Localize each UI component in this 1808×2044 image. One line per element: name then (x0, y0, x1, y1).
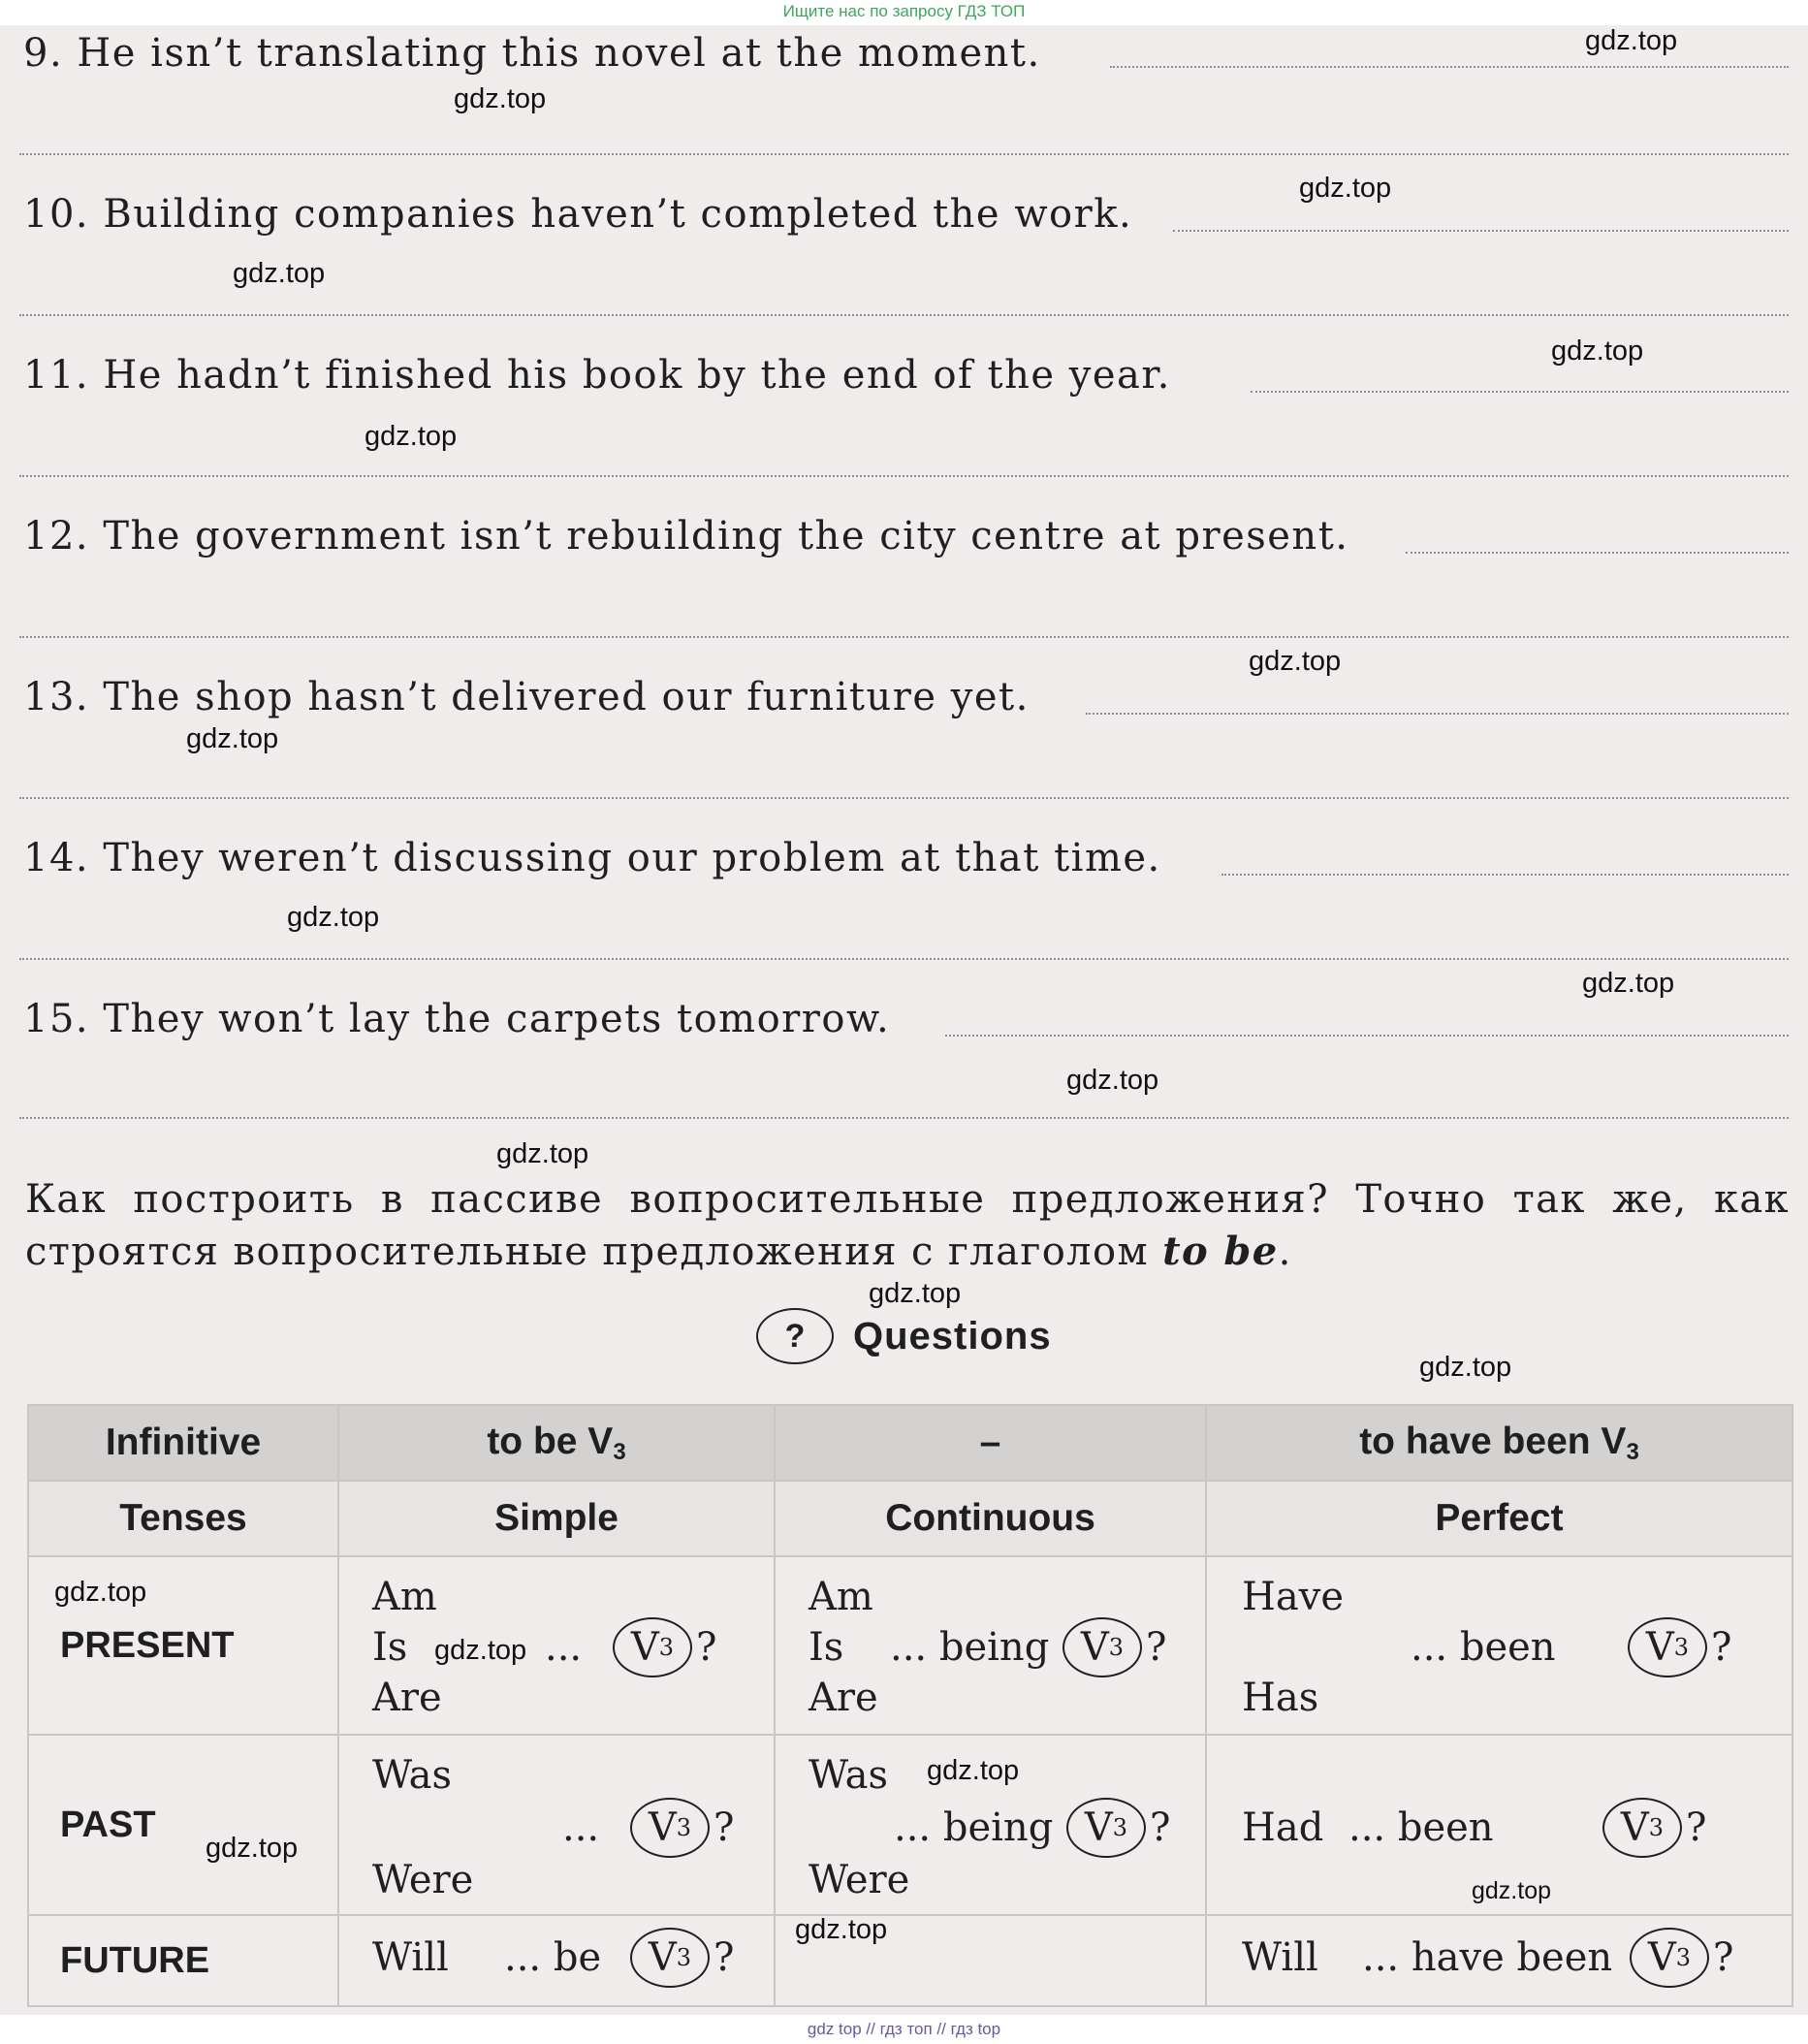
being-word: ... being (894, 1805, 1054, 1850)
watermark: gdz.top (186, 723, 279, 754)
present-continuous-cell (775, 1556, 1206, 1735)
been-word: ... been (1411, 1625, 1556, 1670)
aux-word: Was (809, 1753, 889, 1798)
aux-word: Had (1242, 1805, 1324, 1850)
tense-future: FUTURE (28, 1915, 338, 2006)
answer-line (945, 1035, 1789, 1037)
ellipsis: ... (545, 1625, 583, 1670)
watermark: gdz.top (454, 83, 547, 114)
question-mark: ? (714, 1935, 735, 1980)
header-perfect-form: to have been $V_3$ (1206, 1405, 1792, 1481)
aux-word: Are (372, 1676, 442, 1720)
ellipsis: ... (562, 1805, 600, 1850)
aux-word: Is (372, 1625, 408, 1670)
sentence-number: 13. (23, 675, 90, 719)
question-mark-icon: ? (756, 1308, 834, 1364)
header-tenses: Tenses (28, 1481, 338, 1556)
v3-circle: V 3 (1630, 1928, 1709, 1988)
aux-word: Is (809, 1625, 844, 1670)
question-mark: ? (696, 1625, 717, 1670)
header-infinitive: Infinitive (28, 1405, 338, 1481)
sentence-text: The shop hasn’t delivered our furniture yet. (103, 675, 1030, 719)
header-simple: Simple (338, 1481, 775, 1556)
answer-line (1221, 874, 1789, 876)
answer-line (19, 958, 1789, 960)
paragraph-emphasis: to be (1162, 1229, 1279, 1274)
watermark: gdz.top (365, 421, 458, 452)
watermark: gdz.top (287, 902, 380, 933)
have-been-word: ... have been (1362, 1935, 1613, 1980)
table-header-row (28, 1405, 1792, 1481)
answer-line (1406, 552, 1789, 554)
table-row-present (28, 1556, 1792, 1735)
be-word: ... be (504, 1935, 602, 1980)
v3-circle: V 3 (630, 1798, 710, 1858)
question-mark: ? (1150, 1805, 1171, 1850)
v3-circle: V 3 (1066, 1798, 1146, 1858)
watermark: gdz.top (54, 1577, 147, 1608)
explanation-paragraph (25, 1173, 1790, 1278)
sentence-11 (23, 353, 1171, 398)
watermark: gdz.top (1585, 25, 1678, 56)
answer-line (1110, 66, 1789, 68)
watermark: gdz.top (496, 1138, 589, 1169)
paragraph-text: Как построить в пассиве вопросительные предложения? Точно так же, как строятся вопросительные предложения с глаголом (25, 1177, 1790, 1274)
watermark: gdz.top (927, 1755, 1020, 1786)
present-perfect-cell (1206, 1556, 1792, 1735)
header-simple-form: to be $V_3$ (338, 1405, 775, 1481)
aux-word: Am (372, 1575, 437, 1619)
aux-word: Has (1242, 1676, 1319, 1720)
questions-table (27, 1404, 1793, 2007)
watermark: gdz.top (1551, 335, 1644, 367)
sentence-15 (23, 997, 890, 1041)
watermark: gdz.top (206, 1833, 299, 1864)
question-mark: ? (1713, 1935, 1734, 1980)
aux-word: Have (1242, 1575, 1344, 1619)
sentence-12 (23, 514, 1348, 559)
question-mark: ? (1711, 1625, 1732, 1670)
watermark: gdz.top (1066, 1065, 1159, 1096)
watermark: gdz.top (869, 1278, 962, 1309)
sentence-text: Building companies haven’t completed the work. (103, 192, 1133, 237)
tense-past: PAST (28, 1735, 338, 1915)
v3-circle: V 3 (613, 1617, 692, 1677)
bottom-banner[interactable]: gdz top // гдз топ // гдз top (0, 2015, 1808, 2044)
aux-word: Are (809, 1676, 878, 1720)
sentence-14 (23, 836, 1161, 880)
sentence-text: He isn’t translating this novel at the moment. (77, 31, 1041, 76)
sentence-number: 14. (23, 836, 90, 880)
question-mark: ? (714, 1805, 735, 1850)
answer-line (19, 636, 1789, 638)
v3-circle: V 3 (630, 1928, 710, 1988)
sentence-text: They weren’t discussing our problem at that time. (103, 836, 1161, 880)
been-word: ... been (1348, 1805, 1494, 1850)
watermark: gdz.top (1582, 968, 1675, 999)
aux-word: Will (1242, 1935, 1318, 1980)
questions-heading (756, 1307, 1052, 1365)
future-simple-cell (338, 1915, 775, 2006)
v3-circle: V 3 (1063, 1617, 1142, 1677)
answer-line (1086, 713, 1789, 715)
v3-circle: V 3 (1602, 1798, 1682, 1858)
watermark: gdz.top (1249, 646, 1342, 677)
sentence-13 (23, 675, 1030, 719)
answer-line (19, 475, 1789, 477)
sentence-number: 9. (23, 31, 64, 76)
being-word: ... being (890, 1625, 1050, 1670)
tense-present: PRESENT (28, 1556, 338, 1735)
questions-title: Questions (853, 1314, 1052, 1357)
table-subheader-row (28, 1481, 1792, 1556)
past-simple-cell (338, 1735, 775, 1915)
answer-line (19, 797, 1789, 799)
answer-line (19, 314, 1789, 316)
aux-word: Was (372, 1753, 453, 1798)
watermark: gdz.top (233, 258, 326, 289)
watermark: gdz.top (1299, 173, 1392, 204)
sentence-9 (23, 31, 1041, 76)
paragraph-end: . (1278, 1230, 1292, 1274)
present-simple-cell (338, 1556, 775, 1735)
aux-word: Were (372, 1858, 474, 1902)
question-mark: ? (1146, 1625, 1167, 1670)
aux-word: Am (809, 1575, 873, 1619)
watermark: gdz.top (795, 1914, 888, 1945)
answer-line (19, 153, 1789, 155)
aux-word: Will (372, 1935, 449, 1980)
sentence-10 (23, 192, 1132, 237)
header-continuous-form: – (775, 1405, 1206, 1481)
watermark: gdz.top (1472, 1877, 1552, 1904)
future-perfect-cell (1206, 1915, 1792, 2006)
header-perfect: Perfect (1206, 1481, 1792, 1556)
sentence-text: They won’t lay the carpets tomorrow. (103, 997, 891, 1041)
sentence-number: 10. (23, 192, 90, 237)
header-continuous: Continuous (775, 1481, 1206, 1556)
top-banner[interactable]: Ищите нас по запросу ГДЗ ТОП (0, 0, 1808, 25)
sentence-text: He hadn’t finished his book by the end of the year. (103, 353, 1171, 398)
watermark: gdz.top (1419, 1352, 1512, 1383)
sentence-text: The government isn’t rebuilding the city centre at present. (103, 514, 1349, 559)
sentence-number: 11. (23, 353, 90, 398)
table-row-future (28, 1915, 1792, 2006)
answer-line (19, 1117, 1789, 1119)
question-mark: ? (1686, 1805, 1707, 1850)
answer-line (1173, 230, 1789, 232)
answer-line (1251, 391, 1789, 393)
sentence-number: 15. (23, 997, 90, 1041)
sentence-number: 12. (23, 514, 90, 559)
v3-circle: V 3 (1628, 1617, 1707, 1677)
aux-word: Were (809, 1858, 910, 1902)
watermark: gdz.top (434, 1635, 527, 1666)
